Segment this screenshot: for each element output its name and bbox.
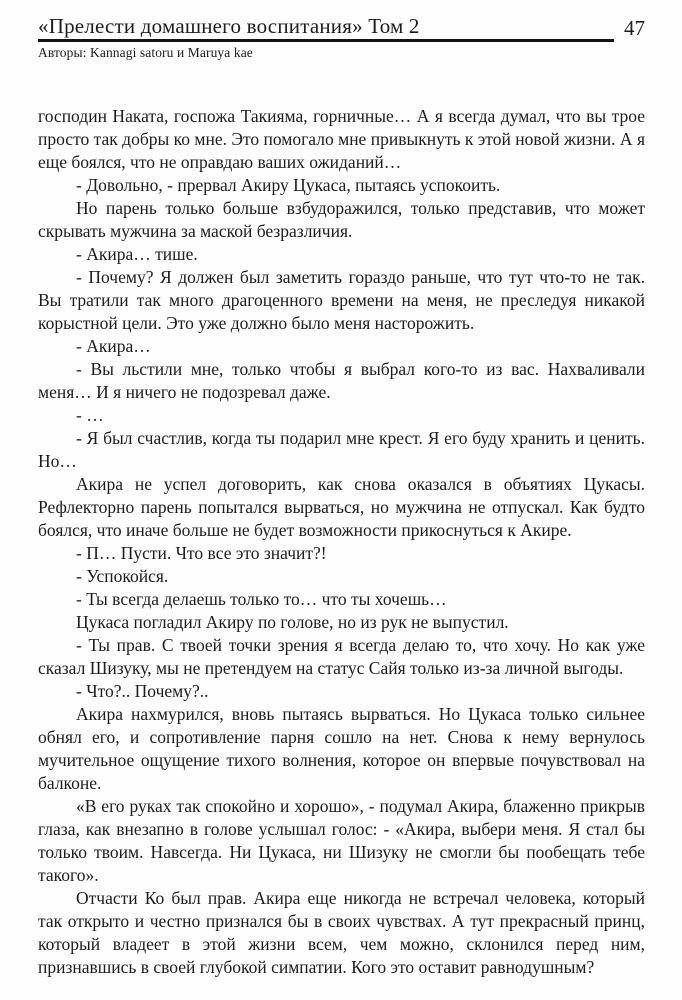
paragraph: - П… Пусти. Что все это значит?!: [76, 543, 327, 563]
paragraph: - Вы льстили мне, только чтобы я выбрал кого-то из вас. Нахваливали меня… И я ничего не подозревал даже.: [38, 359, 645, 402]
paragraph: - Что?.. Почему?..: [76, 681, 209, 701]
paragraph: Акира не успел договорить, как снова оказался в объятиях Цукасы. Рефлекторно парень попытался вырваться, но мужчина не отпускал. Как будто боялся, что иначе больше не будет возможности прикоснуться к Акире.: [38, 474, 645, 540]
paragraph: - Почему? Я должен был заметить гораздо раньше, что тут что-то не так. Вы тратили так много драгоценного времени на меня, не преследуя никакой корыстной цели. Это уже должно было меня насторожить.: [38, 267, 645, 333]
header-title-underline: [38, 14, 614, 42]
paragraph: господин Наката, госпожа Такияма, горничные… А я всегда думал, что вы трое просто так добры ко мне. Это помогало мне привыкнуть к этой новой жизни. А я еще боялся, что не оправдаю ваших ожиданий…: [38, 106, 645, 172]
paragraph: - Ты прав. С твоей точки зрения я всегда делаю то, что хочу. Но как уже сказал Шизуку, мы не претендуем на статус Сайя только из-за личной выгоды.: [38, 635, 645, 678]
story-text: [38, 105, 645, 979]
paragraph: Акира нахмурился, вновь пытаясь вырваться. Но Цукаса только сильнее обнял его, и сопротивление парня сошло на нет. Снова к нему вернулось мучительное ощущение тихого волнения, которое он впервые почувствовал на балконе.: [38, 704, 645, 793]
paragraph: - Ты всегда делаешь только то… что ты хочешь…: [76, 589, 447, 609]
paragraph: Но парень только больше взбудоражился, только представив, что может скрывать мужчина за маской безразличия.: [38, 198, 645, 241]
paragraph: - …: [76, 405, 104, 425]
paragraph: - Акира… тише.: [76, 244, 198, 264]
paragraph: «В его руках так спокойно и хорошо», - подумал Акира, блаженно прикрыв глаза, как внезапно в голове услышал голос: - «Акира, выбери меня. Я стал бы только твоим. Навсегда. Ни Цукаса, ни Шизуку не смогли бы пообещать тебе такого».: [38, 796, 645, 885]
book-title: «Прелести домашнего воспитания» Том 2: [38, 14, 420, 38]
paragraph: - Я был счастлив, когда ты подарил мне крест. Я его буду хранить и ценить. Но…: [38, 428, 645, 471]
page-number: 47: [624, 16, 645, 40]
paragraph: Отчасти Ко был прав. Акира еще никогда не встречал человека, который так открыто и честно признался бы в своих чувствах. А тут прекрасный принц, который владеет в этой жизни всем, чем можно, склонился перед ним, признавшись в своей глубокой симпатии. Кого это оставит равнодушным?: [38, 888, 645, 977]
paragraph: - Акира…: [76, 336, 151, 356]
authors-line: Авторы: Kannagi satoru и Maruya kae: [38, 45, 253, 60]
paragraph: Цукаса погладил Акиру по голове, но из рук не выпустил.: [76, 612, 509, 632]
paragraph: - Довольно, - прервал Акиру Цукаса, пытаясь успокоить.: [76, 175, 501, 195]
page-header: [38, 14, 645, 42]
paragraph: - Успокойся.: [76, 566, 169, 586]
